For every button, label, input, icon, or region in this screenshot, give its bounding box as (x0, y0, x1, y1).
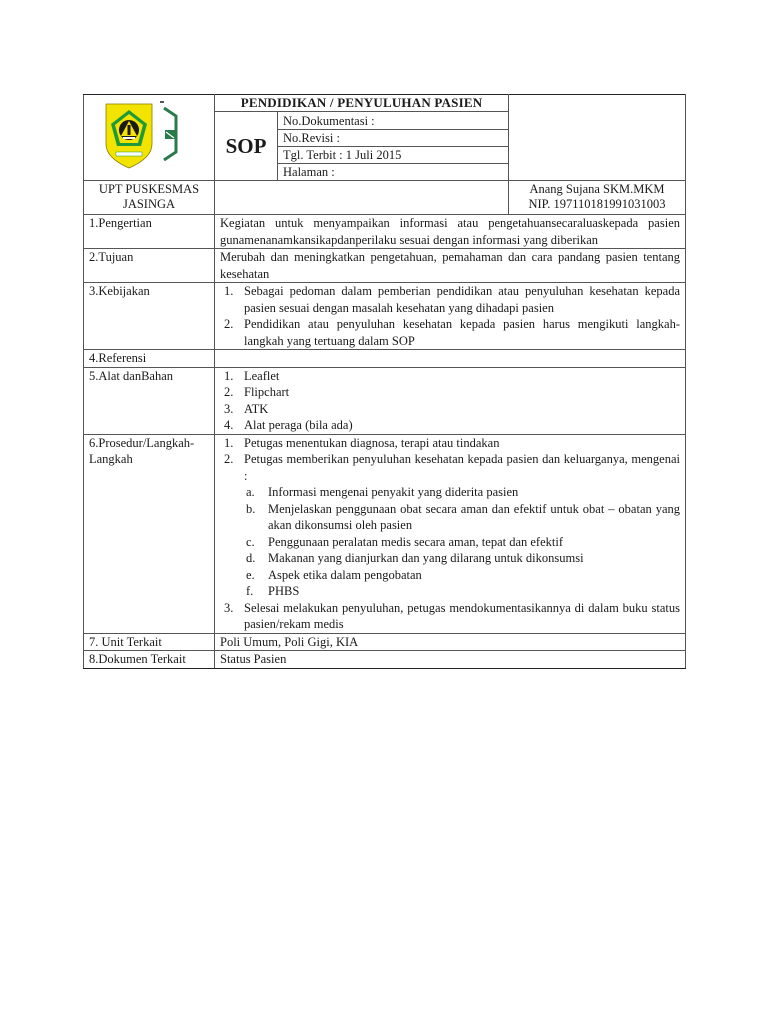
sublist-item: f. PHBS (246, 584, 300, 598)
sop-document (83, 94, 685, 669)
document-title: PENDIDIKAN / PENYULUHAN PASIEN (215, 95, 509, 112)
organization-name (84, 181, 215, 215)
section-label-alat: 5.Alat danBahan (84, 367, 215, 434)
sublist-item: e. Aspek etika dalam pengobatan (246, 567, 422, 582)
section-content-unit: Poli Umum, Poli Gigi, KIA (215, 633, 686, 651)
section-label-tujuan: 2.Tujuan (84, 249, 215, 283)
section-label-referensi: 4.Referensi (84, 350, 215, 368)
list-item: 3. Selesai melakukan penyuluhan, petugas mendokumentasikannya di dalam buku status pasien/rekam medis (224, 600, 680, 631)
section-content-tujuan: Merubah dan meningkatkan pengetahuan, pemahaman dan cara pandang pasien tentang kesehatan (215, 249, 686, 283)
signatory-nip: NIP. 197110181991031003 (528, 197, 666, 211)
sublist-item: a. Informasi mengenai penyakit yang diderita pasien (246, 485, 519, 499)
kebijakan-list (220, 283, 680, 349)
regency-logo-icon (94, 100, 204, 170)
section-content-alat (215, 367, 686, 434)
organization-line-1: UPT PUSKESMAS (98, 182, 200, 196)
page-field: Halaman : (278, 164, 509, 181)
section-content-kebijakan (215, 283, 686, 350)
list-item: 1. Leaflet (224, 368, 280, 383)
section-label-unit: 7. Unit Terkait (84, 633, 215, 651)
signatory (509, 181, 686, 215)
sublist-item: b. Menjelaskan penggunaan obat secara aman dan efektif untuk obat – obatan yang akan dikonsumsi oleh pasien (246, 501, 680, 532)
list-item: 1. Petugas menentukan diagnosa, terapi atau tindakan (224, 435, 500, 450)
prosedur-list (220, 435, 680, 485)
list-item: 2. Pendidikan atau penyuluhan kesehatan kepada pasien harus mengikuti langkah-langkah yang tertuang dalam SOP (224, 317, 680, 348)
section-label-pengertian: 1.Pengertian (84, 215, 215, 249)
section-content-prosedur (215, 434, 686, 633)
alat-list (220, 368, 680, 434)
signatory-name: Anang Sujana SKM.MKM (529, 182, 665, 196)
section-content-dokumen: Status Pasien (215, 651, 686, 669)
sublist-item: d. Makanan yang dianjurkan dan yang dilarang untuk dikonsumsi (246, 551, 584, 565)
revision-field: No.Revisi : (278, 130, 509, 147)
signature-area (509, 95, 686, 181)
section-content-pengertian: Kegiatan untuk menyampaikan informasi atau pengetahuansecaraluaskepada pasien gunamenanamkansikapdanperilaku sesuai dengan informasi yang diberikan (215, 215, 686, 249)
prosedur-sublist (220, 484, 680, 600)
issue-date-field: Tgl. Terbit : 1 Juli 2015 (278, 147, 509, 164)
logo-cell (84, 95, 215, 181)
section-label-kebijakan: 3.Kebijakan (84, 283, 215, 350)
sublist-item: c. Penggunaan peralatan medis secara aman, tepat dan efektif (246, 534, 564, 549)
list-item: 3. ATK (224, 401, 269, 416)
list-item: 4. Alat peraga (bila ada) (224, 418, 353, 432)
section-content-referensi (215, 350, 686, 368)
organization-blank (215, 181, 509, 215)
section-label-dokumen: 8.Dokumen Terkait (84, 651, 215, 669)
doc-number-field: No.Dokumentasi : (278, 112, 509, 130)
organization-line-2: JASINGA (122, 197, 176, 211)
sop-table (83, 94, 686, 669)
list-item: 2. Petugas memberikan penyuluhan kesehatan kepada pasien dan keluarganya, mengenai : (224, 452, 680, 483)
sop-label: SOP (215, 112, 278, 181)
section-label-prosedur: 6.Prosedur/Langkah-Langkah (84, 434, 215, 633)
list-item: 1. Sebagai pedoman dalam pemberian pendidikan atau penyuluhan kesehatan kepada pasien sesuai dengan masalah kesehatan yang dihadapi pasien (224, 284, 680, 315)
prosedur-list-continued (220, 600, 680, 633)
list-item: 2. Flipchart (224, 385, 290, 399)
